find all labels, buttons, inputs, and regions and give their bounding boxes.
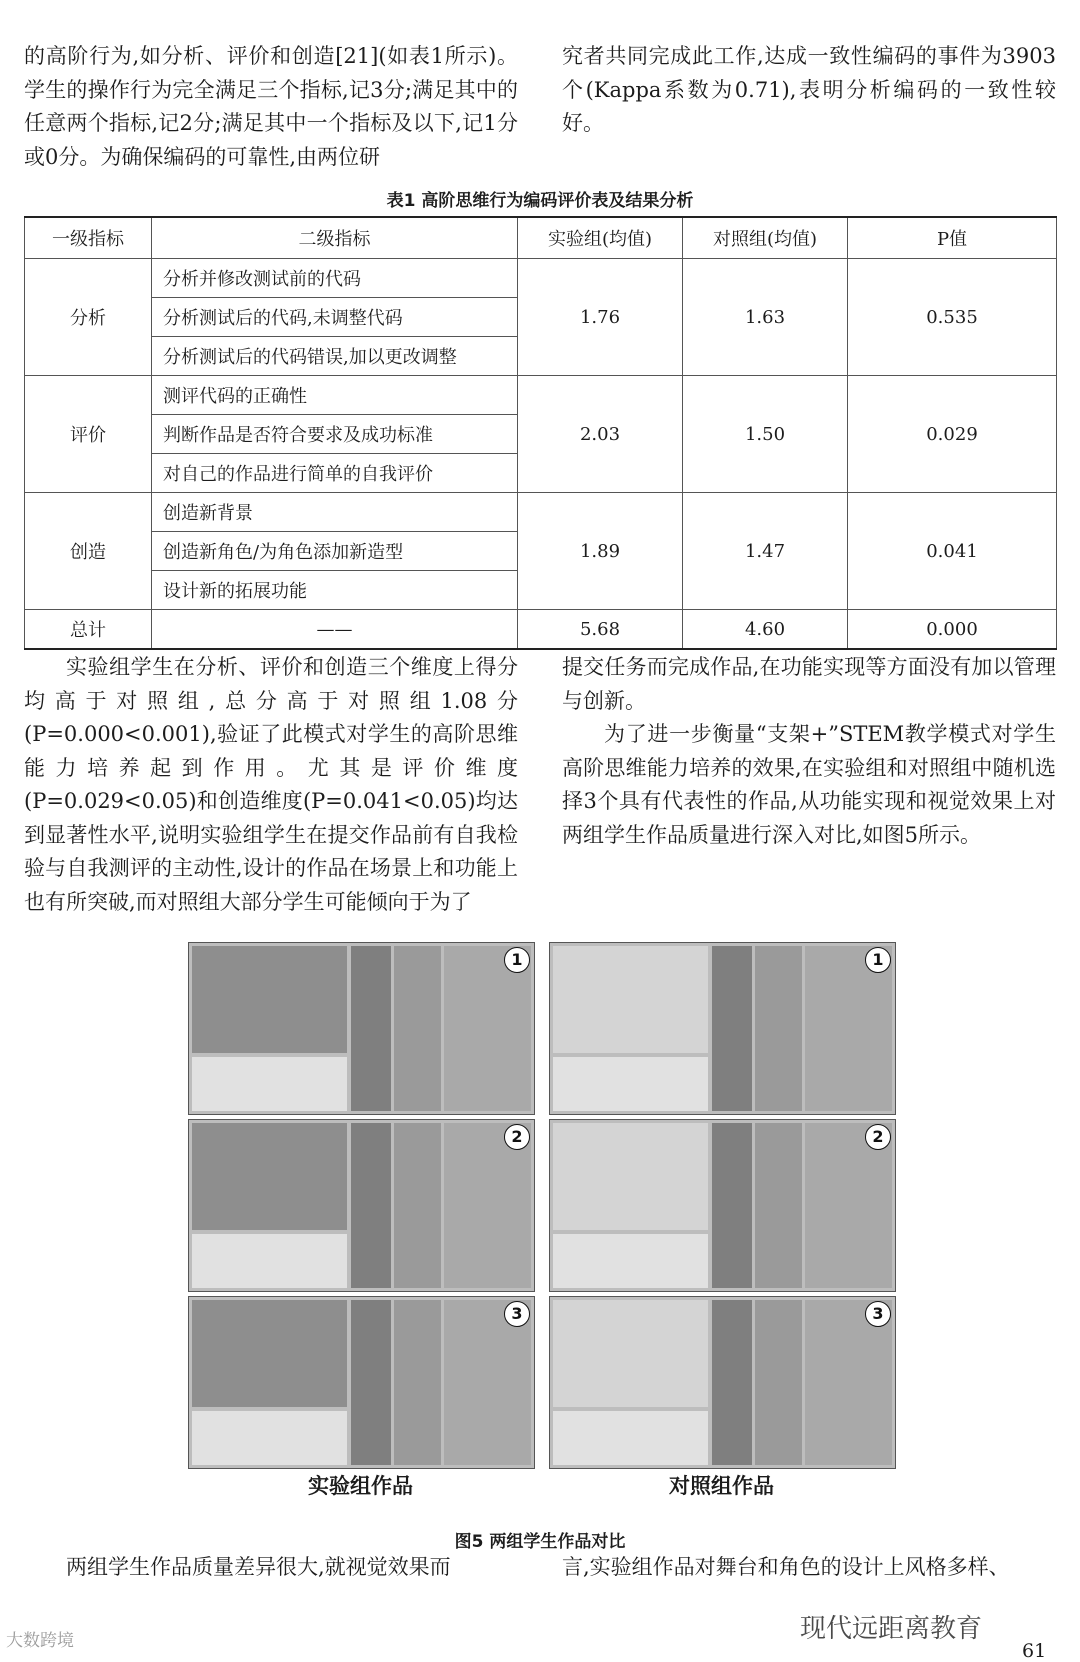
level2-cell: 创造新角色/为角色添加新造型 xyxy=(152,532,518,571)
control-mean: 1.63 xyxy=(683,259,848,376)
block-palette xyxy=(394,1300,441,1465)
experimental-mean: 2.03 xyxy=(518,376,683,493)
paragraph: 两组学生作品质量差异很大,就视觉效果而 xyxy=(66,1555,451,1579)
paragraph: 的高阶行为,如分析、评价和创造[21](如表1所示)。学生的操作行为完全满足三个指标,记3分;满足其中的任意两个指标,记2分;满足其中一个指标及以下,记1分或0分。为确保编码的可靠性,由两位研 xyxy=(24,44,518,169)
experimental-mean: 1.89 xyxy=(518,493,683,610)
panel-number-badge: 1 xyxy=(865,947,891,973)
total-control: 4.60 xyxy=(683,610,848,650)
stage-preview xyxy=(553,1300,708,1407)
panel-number-badge: 3 xyxy=(504,1301,530,1327)
level2-cell: 对自己的作品进行简单的自我评价 xyxy=(152,454,518,493)
stage-preview xyxy=(192,1123,347,1230)
column-left-middle xyxy=(24,651,518,919)
level2-cell: 分析并修改测试前的代码 xyxy=(152,259,518,298)
block-palette xyxy=(755,1300,802,1465)
figure-5 xyxy=(188,942,902,1497)
block-categories xyxy=(351,946,391,1111)
level1-cell: 创造 xyxy=(25,493,152,610)
block-palette xyxy=(755,1123,802,1288)
header-control: 对照组(均值) xyxy=(683,217,848,259)
total-p-value: 0.000 xyxy=(848,610,1057,650)
stage-preview xyxy=(192,946,347,1053)
block-palette xyxy=(755,946,802,1111)
paragraph: 言,实验组作品对舞台和角色的设计上风格多样、 xyxy=(562,1555,1010,1579)
column-left-bottom xyxy=(24,1551,518,1585)
header-p-value: P值 xyxy=(848,217,1057,259)
paragraph: 提交任务而完成作品,在功能实现等方面没有加以管理与创新。 xyxy=(562,655,1056,713)
paragraph: 为了进一步衡量“支架+”STEM教学模式对学生高阶思维能力培养的效果,在实验组和对照组中随机选择3个具有代表性的作品,从功能实现和视觉效果上对两组学生作品质量进行深入对比,如图5所示。 xyxy=(562,722,1056,847)
control-work-1 xyxy=(549,942,896,1115)
experimental-mean: 1.76 xyxy=(518,259,683,376)
table-header-row xyxy=(25,217,1057,259)
level2-cell: 判断作品是否符合要求及成功标准 xyxy=(152,415,518,454)
block-categories xyxy=(712,1123,752,1288)
p-value: 0.041 xyxy=(848,493,1057,610)
watermark-right: 现代远距离教育 xyxy=(800,1614,983,1644)
block-categories xyxy=(351,1123,391,1288)
table-row xyxy=(25,376,1057,415)
level2-cell: 分析测试后的代码错误,加以更改调整 xyxy=(152,337,518,376)
level1-cell: 分析 xyxy=(25,259,152,376)
level2-cell: 分析测试后的代码,未调整代码 xyxy=(152,298,518,337)
sprite-pane xyxy=(553,1057,708,1111)
sprite-pane xyxy=(553,1411,708,1465)
block-categories xyxy=(712,946,752,1111)
table-row xyxy=(25,493,1057,532)
stage-preview xyxy=(553,946,708,1053)
header-level1: 一级指标 xyxy=(25,217,152,259)
level2-cell: 设计新的拓展功能 xyxy=(152,571,518,610)
panel-number-badge: 3 xyxy=(865,1301,891,1327)
total-label: 总计 xyxy=(25,610,152,650)
stage-preview xyxy=(553,1123,708,1230)
watermark-left: 大数跨境 xyxy=(6,1631,74,1651)
table-1 xyxy=(24,216,1057,650)
column-left-top xyxy=(24,40,518,174)
sprite-pane xyxy=(192,1411,347,1465)
block-palette xyxy=(394,1123,441,1288)
total-experimental: 5.68 xyxy=(518,610,683,650)
table-title: 表1 高阶思维行为编码评价表及结果分析 xyxy=(386,191,694,211)
p-value: 0.535 xyxy=(848,259,1057,376)
total-dash: —— xyxy=(152,610,518,650)
control-mean: 1.50 xyxy=(683,376,848,493)
paragraph: 实验组学生在分析、评价和创造三个维度上得分均高于对照组,总分高于对照组1.08分(P=0.000<0.001),验证了此模式对学生的高阶思维能力培养起到作用。尤其是评价维度(P=0.029<0.05)和创造维度(P=0.041<0.05)均达到显著性水平,说明实验组学生在提交作品前有自我检验与自我测评的主动性,设计的作品在场景上和功能上也有所突破,而对照组大部分学生可能倾向于为了 xyxy=(24,655,518,914)
control-mean: 1.47 xyxy=(683,493,848,610)
experimental-work-3 xyxy=(188,1296,535,1469)
panel-number-badge: 2 xyxy=(865,1124,891,1150)
level1-cell: 评价 xyxy=(25,376,152,493)
control-work-3 xyxy=(549,1296,896,1469)
column-right-bottom xyxy=(562,1551,1056,1585)
block-palette xyxy=(394,946,441,1111)
table-row xyxy=(25,259,1057,298)
experimental-work-1 xyxy=(188,942,535,1115)
table-total-row xyxy=(25,610,1057,650)
sprite-pane xyxy=(192,1234,347,1288)
column-right-top xyxy=(562,40,1056,141)
block-categories xyxy=(712,1300,752,1465)
figure-label-control: 对照组作品 xyxy=(669,1474,774,1498)
sprite-pane xyxy=(192,1057,347,1111)
block-categories xyxy=(351,1300,391,1465)
level2-cell: 创造新背景 xyxy=(152,493,518,532)
header-level2: 二级指标 xyxy=(152,217,518,259)
panel-number-badge: 1 xyxy=(504,947,530,973)
header-experimental: 实验组(均值) xyxy=(518,217,683,259)
level2-cell: 测评代码的正确性 xyxy=(152,376,518,415)
p-value: 0.029 xyxy=(848,376,1057,493)
paragraph: 究者共同完成此工作,达成一致性编码的事件为3903个(Kappa系数为0.71),表明分析编码的一致性较好。 xyxy=(562,44,1056,135)
experimental-work-2 xyxy=(188,1119,535,1292)
figure-label-experimental: 实验组作品 xyxy=(308,1474,413,1498)
stage-preview xyxy=(192,1300,347,1407)
control-work-2 xyxy=(549,1119,896,1292)
page-number: 61 xyxy=(1022,1640,1047,1662)
figure-caption: 图5 两组学生作品对比 xyxy=(454,1532,626,1552)
panel-number-badge: 2 xyxy=(504,1124,530,1150)
column-right-middle xyxy=(562,651,1056,852)
sprite-pane xyxy=(553,1234,708,1288)
